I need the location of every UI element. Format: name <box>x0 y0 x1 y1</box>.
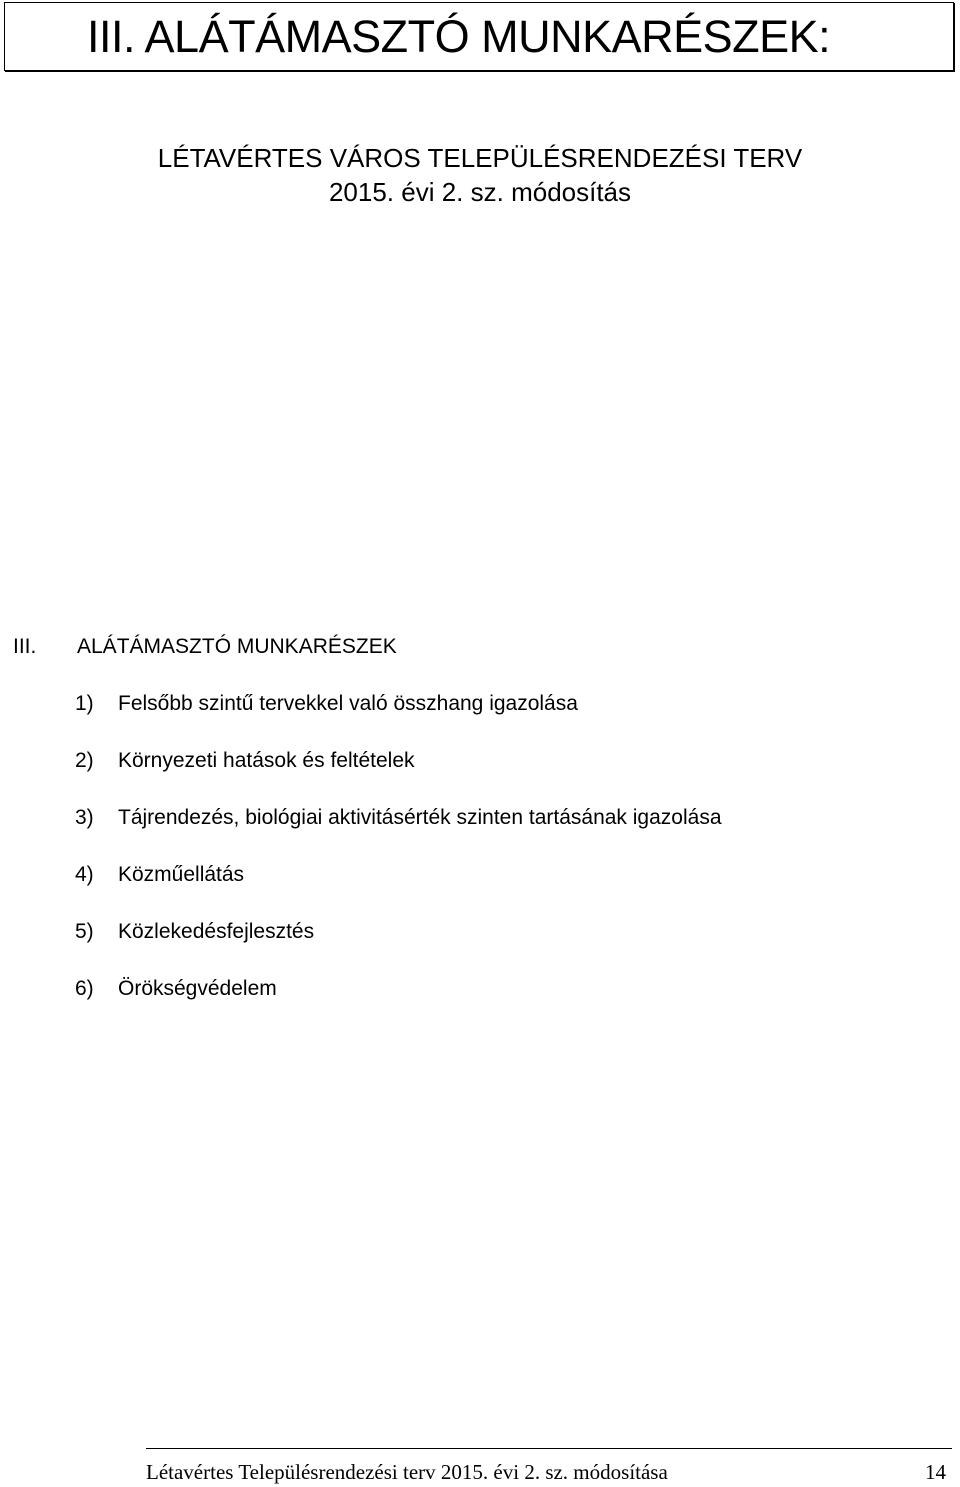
page-title: III. ALÁTÁMASZTÓ MUNKARÉSZEK: <box>87 11 831 62</box>
section-number: III. <box>13 635 37 658</box>
list-item-text: Közlekedésfejlesztés <box>118 920 315 943</box>
footer-text: Létavértes Településrendezési terv 2015. évi 2. sz. módosítása <box>146 1460 668 1484</box>
list-item-text: Környezeti hatások és feltételek <box>118 749 415 772</box>
list-item-text: Örökségvédelem <box>118 977 277 1000</box>
header-box <box>4 2 954 71</box>
document-subtitle-line2: 2015. évi 2. sz. módosítás <box>328 177 632 207</box>
list-item-number: 1) <box>75 692 94 715</box>
list-item-number: 3) <box>75 806 94 829</box>
list-item-number: 5) <box>75 920 94 943</box>
document-subtitle-line1: LÉTAVÉRTES VÁROS TELEPÜLÉSRENDEZÉSI TERV <box>157 143 803 173</box>
list-item-number: 6) <box>75 977 94 1000</box>
footer-divider <box>146 1448 952 1449</box>
list-item-text: Közműellátás <box>118 863 245 886</box>
list-item-text: Felsőbb szintű tervekkel való összhang igazolása <box>118 692 578 715</box>
list-item-number: 4) <box>75 863 94 886</box>
list-item-text: Tájrendezés, biológiai aktivitásérték szinten tartásának igazolása <box>118 806 722 829</box>
list-item-number: 2) <box>75 749 94 772</box>
page-number: 14 <box>925 1460 946 1484</box>
section-title: ALÁTÁMASZTÓ MUNKARÉSZEK <box>77 635 397 658</box>
